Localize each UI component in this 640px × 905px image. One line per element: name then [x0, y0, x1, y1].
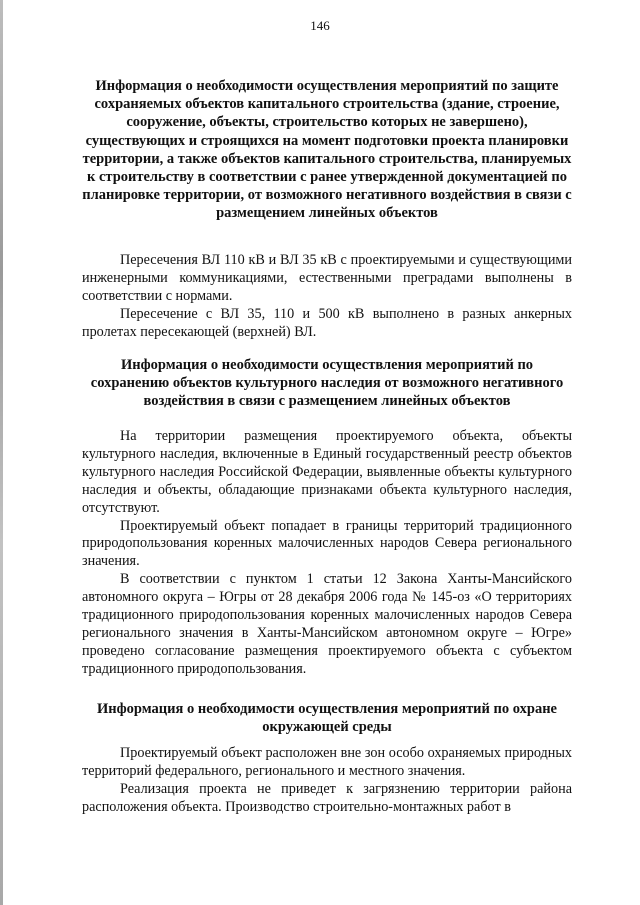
paragraph: Проектируемый объект попадает в границы территорий традиционного природопользования коренных малочисленных народов Севера регионального значения.: [82, 517, 572, 570]
section-body-cultural-heritage: [82, 428, 572, 679]
paragraph: Проектируемый объект расположен вне зон особо охраняемых природных территорий федерального, регионального и местного значения.: [82, 745, 572, 779]
scan-edge-decoration: [0, 0, 3, 905]
paragraph: Пересечение с ВЛ 35, 110 и 500 кВ выполнено в разных анкерных пролетах пересекающей (верхней) ВЛ.: [82, 305, 572, 340]
section-heading-cultural-heritage: Информация о необходимости осуществления мероприятий по сохранению объектов культурного наследия от возможного негативного воздействия в связи с размещением линейных объектов: [90, 357, 564, 409]
paragraph: На территории размещения проектируемого объекта, объекты культурного наследия, включенные в Единый государственный реестр объектов культурного наследия Российской Федерации, выявленные объекты культурного наследия и объекты, обладающие признаками объекта культурного наследия, отсутствуют.: [82, 428, 572, 516]
section-body-environmental-protection: [82, 745, 572, 817]
section-body-protection-of-structures: [82, 252, 572, 342]
section-heading-environmental-protection: Информация о необходимости осуществления мероприятий по охране окружающей среды: [97, 701, 557, 736]
paragraph: Пересечения ВЛ 110 кВ и ВЛ 35 кВ с проектируемыми и существующими инженерными коммуникациями, естественными преградами выполнены в соответствии с нормами.: [82, 252, 572, 304]
section-heading-protection-of-structures: Информация о необходимости осуществления мероприятий по защите сохраняемых объектов капитального строительства (здание, строение, сооружение, объекты, строительство которых не завершено), существующих и строящихся на момент подготовки проекта планировки территории, а также объектов капитального строительства, планируемых к строительству в соответствии с ранее утвержденной документацией по планировке территории, от возможного негативного воздействия в связи с размещением линейных объектов: [82, 78, 572, 222]
paragraph: В соответствии с пунктом 1 статьи 12 Закона Ханты-Мансийского автономного округа – Югры от 28 декабря 2006 года № 145-оз «О территориях традиционного природопользования коренных малочисленных народов Севера регионального значения в Ханты-Мансийском автономном округе – Югре» проведено согласование размещения проектируемого объекта с субъектом традиционного природопользования.: [82, 571, 572, 677]
paragraph: Реализация проекта не приведет к загрязнению территории района расположения объекта. Производство строительно-монтажных работ в: [82, 780, 572, 815]
page-number: 146: [310, 18, 330, 33]
